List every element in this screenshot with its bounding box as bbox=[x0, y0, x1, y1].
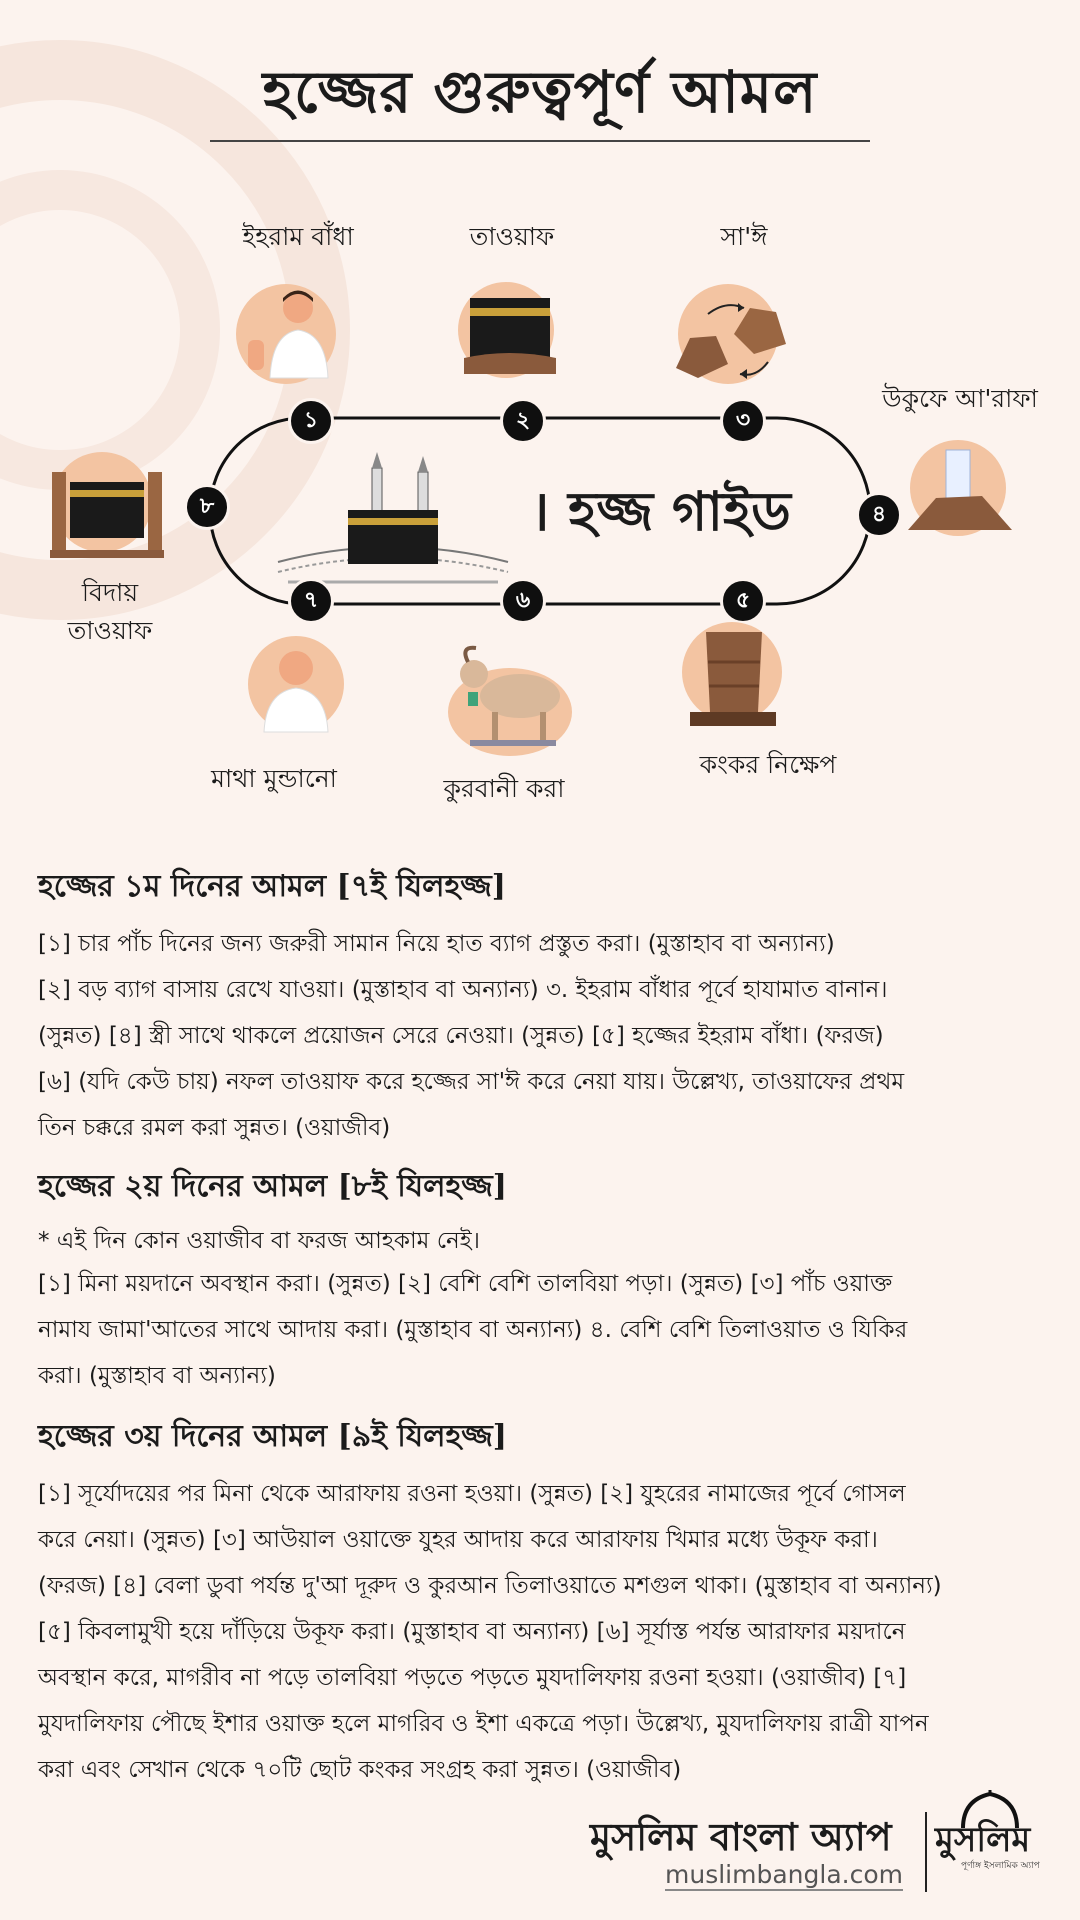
section-2-heading: হজ্জের ২য় দিনের আমল [৮ই যিলহজ্জ] bbox=[38, 1169, 507, 1204]
section-3-line: করে নেয়া। (সুন্নত) [৩] আউয়াল ওয়াক্তে যুহর আদায় করে আরাফায় খিমার মধ্যে উকূফ করা। bbox=[38, 1527, 878, 1553]
step-3-label: সা'ঈ bbox=[720, 222, 768, 251]
section-3-line: করা এবং সেখান থেকে ৭০টি ছোট কংকর সংগ্রহ করা সুন্নত। (ওয়াজীব) bbox=[38, 1757, 682, 1783]
step-1-label: ইহরাম বাঁধা bbox=[242, 222, 354, 251]
step-3-number: ৩ bbox=[720, 398, 766, 444]
section-3-line: মুযদালিফায় পৌছে ইশার ওয়াক্ত হলে মাগরিব ও ইশা একত্রে পড়া। উল্লেখ্য, মুযদালিফায় রাত্রী যাপন bbox=[38, 1711, 929, 1737]
step-5-label: কংকর নিক্ষেপ bbox=[699, 750, 837, 779]
farewell-kaaba-icon bbox=[44, 450, 174, 568]
kaaba-icon bbox=[450, 278, 570, 390]
footer-brand-name: মুসলিম বাংলা অ্যাপ bbox=[590, 1814, 892, 1859]
shaved-head-person-icon bbox=[244, 632, 354, 740]
step-7-number: ৭ bbox=[288, 578, 334, 624]
section-day-1 bbox=[38, 862, 1048, 1151]
hajj-steps-diagram bbox=[0, 170, 1080, 830]
section-3-line: [৫] কিবলামুখী হয়ে দাঁড়িয়ে উকূফ করা। (মুস্তাহাব বা অন্যান্য) [৬] সূর্যাস্ত পর্যন্ত আরাফার ময়দানে bbox=[38, 1619, 906, 1645]
step-5-number: ৫ bbox=[720, 578, 766, 624]
section-1-heading: হজ্জের ১ম দিনের আমল [৭ই যিলহজ্জ] bbox=[38, 869, 506, 904]
section-2-note: * এই দিন কোন ওয়াজীব বা ফরজ আহকাম নেই। bbox=[38, 1228, 480, 1254]
ihram-person-icon bbox=[236, 278, 356, 390]
mount-arafah-icon bbox=[902, 436, 1018, 546]
footer-website-link[interactable]: muslimbangla.com bbox=[665, 1860, 903, 1889]
page-title: হজ্জের গুরুত্বপূর্ণ আমল bbox=[262, 58, 818, 126]
title-divider bbox=[210, 140, 870, 142]
section-2-line: করা। (মুস্তাহাব বা অন্যান্য) bbox=[38, 1363, 276, 1389]
hajj-guide-title: । হজ্জ গাইড bbox=[530, 479, 791, 543]
section-1-line: [৬] (যদি কেউ চায়) নফল তাওয়াফ করে হজ্জের সা'ঈ করে নেয়া যায়। উল্লেখ্য, তাওয়াফের প্রথম bbox=[38, 1069, 905, 1095]
step-4-label: উকুফে আ'রাফা bbox=[882, 384, 1038, 413]
section-day-2 bbox=[38, 1162, 1048, 1399]
step-8-label-line1: বিদায় bbox=[81, 578, 139, 607]
section-1-line: [২] বড় ব্যাগ বাসায় রেখে যাওয়া। (মুস্তাহাব বা অন্যান্য) ৩. ইহরাম বাঁধার পূর্বে হাযামাত বানান। bbox=[38, 977, 888, 1003]
kaaba-sketch-illustration bbox=[268, 432, 518, 592]
sacrificial-goat-icon bbox=[440, 632, 580, 760]
step-2-label: তাওয়াফ bbox=[469, 222, 555, 251]
step-4-number: ৪ bbox=[856, 492, 902, 538]
step-7-label: মাথা মুন্ডানো bbox=[211, 764, 337, 793]
footer-divider bbox=[925, 1812, 927, 1892]
section-3-heading: হজ্জের ৩য় দিনের আমল [৯ই যিলহজ্জ] bbox=[38, 1419, 507, 1454]
step-8-label-line2: তাওয়াফ bbox=[67, 616, 153, 645]
section-day-3 bbox=[38, 1412, 1048, 1793]
step-1-number: ১ bbox=[288, 398, 334, 444]
safa-marwa-hills-icon bbox=[668, 278, 798, 390]
muslim-bangla-logo bbox=[935, 1790, 1045, 1873]
section-2-line: নামায জামা'আতের সাথে আদায় করা। (মুস্তাহাব বা অন্যান্য) ৪. বেশি বেশি তিলাওয়াত ও যিকির bbox=[38, 1317, 908, 1343]
section-3-line: (ফরজ) [৪] বেলা ডুবা পর্যন্ত দু'আ দূরুদ ও কুরআন তিলাওয়াতে মশগুল থাকা। (মুস্তাহাব বা অন্যান্য) bbox=[38, 1573, 942, 1599]
section-1-line: তিন চক্করে রমল করা সুন্নত। (ওয়াজীব) bbox=[38, 1115, 391, 1141]
step-2-number: ২ bbox=[500, 398, 546, 444]
step-6-label: কুরবানী করা bbox=[443, 774, 565, 803]
section-2-line: [১] মিনা ময়দানে অবস্থান করা। (সুন্নত) [২] বেশি বেশি তালবিয়া পড়া। (সুন্নত) [৩] পাঁচ ওয়াক্ত bbox=[38, 1271, 893, 1297]
section-1-line: [১] চার পাঁচ দিনের জন্য জরুরী সামান নিয়ে হাত ব্যাগ প্রস্তুত করা। (মুস্তাহাব বা অন্যান্য) bbox=[38, 931, 835, 957]
step-6-number: ৬ bbox=[500, 578, 546, 624]
jamarat-pillar-icon bbox=[672, 622, 802, 742]
section-1-line: (সুন্নত) [৪] স্ত্রী সাথে থাকলে প্রয়োজন সেরে নেওয়া। (সুন্নত) [৫] হজ্জের ইহরাম বাঁধা। (ফরজ) bbox=[38, 1023, 884, 1049]
section-3-line: [১] সূর্যোদয়ের পর মিনা থেকে আরাফায় রওনা হওয়া। (সুন্নত) [২] যুহরের নামাজের পূর্বে গোসল bbox=[38, 1481, 906, 1507]
step-8-number: ৮ bbox=[184, 484, 230, 530]
step-8-label bbox=[0, 574, 230, 650]
logo-tagline: পূর্ণাঙ্গ ইসলামিক অ্যাপ bbox=[961, 1861, 1040, 1871]
logo-wordmark: মুসলিম bbox=[935, 1820, 1031, 1860]
section-3-line: অবস্থান করে, মাগরীব না পড়ে তালবিয়া পড়তে পড়তে মুযদালিফায় রওনা হওয়া। (ওয়াজীব) [৭] bbox=[38, 1665, 907, 1691]
